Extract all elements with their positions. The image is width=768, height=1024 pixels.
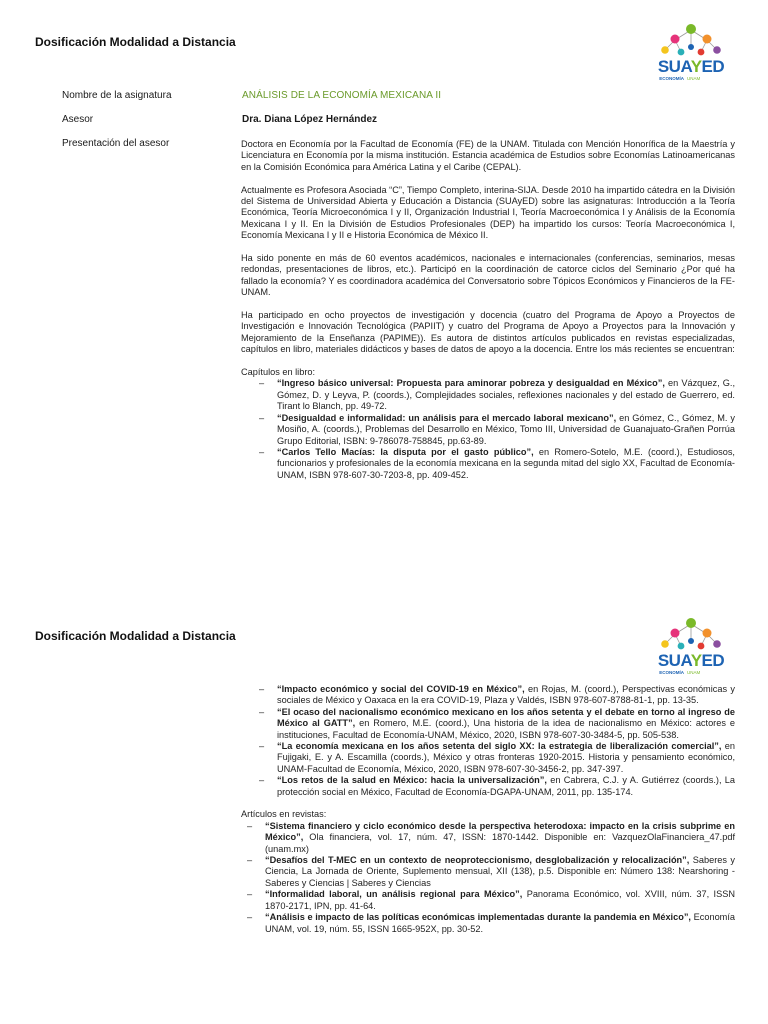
article-title: “Análisis e impacto de las políticas económicas implementadas durante la pandemia en México”,: [265, 912, 691, 923]
chapter-item: [241, 447, 735, 481]
logo-network-icon: [661, 618, 721, 649]
chapter-title: “Carlos Tello Macías: la disputa por el gasto público”,: [277, 446, 534, 457]
list-dash: –: [247, 820, 253, 831]
article-citation: Panorama Económico, vol. XVIII, núm. 37, ISSN 1870-2171, IPN, pp. 41-64.: [265, 889, 735, 911]
chapters-list-continued: [241, 684, 735, 798]
chapter-citation: en Romero, M.E. (coord.), Una historia de la idea de nacionalismo en México: actores e instituciones, Facultad de Economía-UNAM, México, 2020, ISBN 978-607-30-3484-5, pp. 505-538.: [277, 718, 735, 740]
logo-network-icon: [661, 24, 721, 55]
chapter-item: [241, 707, 735, 741]
list-dash: –: [259, 684, 265, 694]
svg-text:UNAM: UNAM: [687, 76, 701, 81]
chapter-citation: en Romero-Sotelo, M.E. (coord.), Estudiosos, funcionarios y profesionales de la economía mexicana en la segunda mitad del siglo XX, Facultad de Economía-UNAM, ISBN 978-607-30-7203-8, pp. 409-452.: [277, 446, 735, 480]
advisor-label: Asesor: [62, 114, 94, 125]
advisor-value: Dra. Diana López Hernández: [242, 114, 378, 125]
continuation-body: [241, 684, 735, 935]
article-item: [229, 889, 735, 912]
article-item: [229, 855, 735, 889]
list-dash: –: [259, 741, 265, 752]
list-dash: –: [247, 912, 253, 923]
presentation-paragraph-1: Doctora en Economía por la Facultad de Economía (FE) de la UNAM. Titulada con Mención Honorífica de la Maestría y Licenciatura en Economía por la misma institución. Estancia académica de Estudios sobre Economías Latinoamericanas en la Comisión Económica para América Latina y el Caribe (CEPAL).: [241, 139, 735, 172]
chapter-item: [241, 741, 735, 775]
svg-text:ECONOMÍA: ECONOMÍA: [659, 76, 684, 81]
list-dash: –: [259, 446, 265, 457]
article-title: “Sistema financiero y ciclo económico desde la perspectiva heterodoxa: impacto en la crisis subprime en México”,: [265, 820, 735, 843]
chapter-citation: en Gómez, C., Gómez, M. y Mosiño, A. (coords.), Problemas del Desarrollo en México, Tomo III, Universidad de Guanajuato-Grañen Porrúa Grupo Editorial, ISBN: 9-786078-758845, pp.63-89.: [277, 412, 736, 446]
article-title: “Informalidad laboral, un análisis regional para México”,: [265, 889, 523, 900]
chapter-item: [241, 775, 735, 798]
chapter-citation: en Fujigaki, E. y A. Escamilla (coords.), México y otras fronteras 1920-2015. Historia y pensamiento económico, UNAM-Facultad de Economía, México, 2020, ISBN 978-607-30-3456-2, pp. 347-397.: [277, 741, 735, 774]
list-dash: –: [259, 378, 265, 389]
article-citation: Ola financiera, vol. 17, núm. 47, ISSN: 1870-1442. Disponible en: VazquezOlaFinanciera_47.pdf (unam.mx): [265, 832, 735, 854]
svg-text:ECONOMÍA: ECONOMÍA: [659, 670, 684, 675]
subject-label: Nombre de la asignatura: [62, 90, 172, 101]
chapter-title: “Impacto económico y social del COVID-19 en México”,: [277, 684, 525, 694]
chapter-title: “Los retos de la salud en México: hacia la universalización”,: [277, 775, 547, 786]
suayed-logo: [651, 20, 731, 82]
chapter-item: [241, 684, 735, 707]
svg-text:SUAYED: SUAYED: [657, 57, 725, 76]
articles-heading: Artículos en revistas:: [241, 809, 327, 820]
chapter-item: [241, 378, 735, 412]
article-item: [229, 821, 735, 855]
presentation-paragraph-2: Actualmente es Profesora Asociada “C”, Tiempo Completo, interina-SIJA. Desde 2010 ha impartido cátedra en la División del Sistema de Universidad Abierta y Educación a Distancia (SUAyED) sobre las asignaturas: Introducción a la Teoría Económica, Teoría Microeconómica I y II, Organización Industrial I, Teoría Macroeconómica I y Análisis de la Economía Mexicana I y II. En la División de Estudios Profesionales (DEP) ha impartido los cursos: Teoría Macroeconómica I, Economía Mexicana I y II e Historia Económica de México II.: [241, 184, 735, 241]
list-dash: –: [259, 412, 265, 423]
list-dash: –: [259, 706, 265, 717]
chapters-heading: Capítulos en libro:: [241, 367, 316, 378]
chapter-citation: en Vázquez, G., Gómez, D. y Leyva, P. (coords.), Complejidades sociales, reflexiones nacionales y del estado de Guerrero, ed. Tirant lo Blanch, pp. 49-72.: [277, 378, 736, 412]
list-dash: –: [259, 775, 265, 786]
presentation-body: [241, 139, 735, 481]
chapter-citation: en Rojas, M. (coord.), Perspectivas económicas y sociales de México y Oaxaca en la era COVID-19, Plaza y Valdés, ISBN 978-607-8788-81-1, pp. 13-35.: [277, 684, 735, 706]
document-page-2: [0, 600, 768, 1024]
document-title: Dosificación Modalidad a Distancia: [35, 629, 236, 643]
article-citation: Saberes y Ciencia, La Jornada de Oriente, Suplemento mensual, XII (138), p.5. Disponible en: Número 138: Nearshoring - Saberes y Ciencias | Saberes y Ciencias: [265, 855, 735, 888]
article-item: [229, 912, 735, 935]
article-citation: Economía UNAM, vol. 19, núm. 55, ISSN 1665-952X, pp. 30-52.: [265, 912, 736, 934]
article-title: “Desafíos del T-MEC en un contexto de neoproteccionismo, desglobalización y relocalización”,: [265, 855, 690, 866]
chapter-title: “La economía mexicana en los años setenta del siglo XX: la estrategia de liberalización comercial”,: [277, 741, 722, 752]
articles-list: [229, 821, 735, 935]
presentation-label: Presentación del asesor: [62, 138, 170, 149]
svg-text:UNAM: UNAM: [687, 670, 701, 675]
chapters-list: [241, 378, 735, 481]
subject-value: ANÁLISIS DE LA ECONOMÍA MEXICANA II: [242, 90, 442, 101]
list-dash: –: [247, 889, 253, 900]
document-title: Dosificación Modalidad a Distancia: [35, 35, 236, 49]
list-dash: –: [247, 855, 253, 866]
svg-text:SUAYED: SUAYED: [657, 651, 725, 670]
chapter-title: “Desigualdad e informalidad: un análisis para el mercado laboral mexicano”,: [277, 412, 617, 423]
suayed-logo: [651, 614, 731, 676]
presentation-paragraph-3: Ha sido ponente en más de 60 eventos académicos, nacionales e internacionales (conferencias, seminarios, mesas redondas, presentaciones de libros, etc.). Participó en la coordinación de catorce ciclos del Seminario ¿Por qué ha fallado la economía? Y es coordinadora académica del Conversatorio sobre Tópicos Económicos y Financieros de la FE-UNAM.: [241, 253, 735, 298]
chapter-citation: en Cabrera, C.J. y A. Gutiérrez (coords.), La protección social en México, Facultad de Economía-DGAPA-UNAM, 2011, pp. 135-174.: [277, 775, 735, 797]
chapter-title: “Ingreso básico universal: Propuesta para aminorar pobreza y desigualdad en México”,: [277, 378, 665, 389]
chapter-item: [241, 413, 735, 447]
presentation-paragraph-4: Ha participado en ocho proyectos de investigación y docencia (cuatro del Programa de Apoyo a Proyectos de Investigación e Innovación Tecnológica (PAPIIT) y cuatro del Programa de Apoyo a Proyectos para la Innovación y Mejoramiento de la Enseñanza (PAPIME)). Es autora de distintos artículos publicados en revistas especializadas, capítulos en libro, materiales didácticos y bases de datos de apoyo a la docencia. Entre los más recientes se encuentran:: [241, 310, 735, 355]
chapter-title: “El ocaso del nacionalismo económico mexicano en los años setenta y el debate en torno al ingreso de México al GATT”,: [277, 706, 735, 729]
